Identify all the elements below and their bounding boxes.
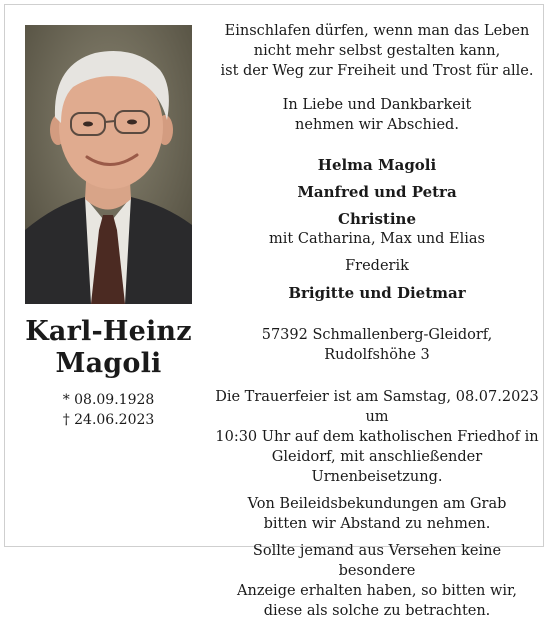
funeral-line: 10:30 Uhr auf dem katholischen Friedhof in xyxy=(215,429,539,445)
mourner-helma: Helma Magoli xyxy=(317,156,437,174)
funeral-line: Gleidorf, mit anschließender Urnenbeisetzung. xyxy=(271,449,483,485)
funeral-line: Die Trauerfeier ist am Samstag, 08.07.2023 um xyxy=(215,389,539,425)
notice-line: Anzeige erhalten haben, so bitten wir, xyxy=(237,583,517,599)
birth-date: * 08.09.1928 xyxy=(62,392,155,408)
farewell-line: In Liebe und Dankbarkeit xyxy=(282,97,472,113)
deceased-last-name: Magoli xyxy=(55,348,162,379)
mourner-brigitte-dietmar: Brigitte und Dietmar xyxy=(288,284,466,302)
notice-line: diese als solche zu betrachten. xyxy=(263,603,491,619)
notice-line: Sollte jemand aus Versehen keine besondere xyxy=(252,543,502,579)
mourner-christine-children: mit Catharina, Max und Elias xyxy=(269,231,485,247)
condolence-line: bitten wir Abstand zu nehmen. xyxy=(263,516,491,532)
farewell-line: nehmen wir Abschied. xyxy=(295,117,459,133)
condolence-line: Von Beileidsbekundungen am Grab xyxy=(247,496,507,512)
deceased-name xyxy=(10,316,207,380)
deceased-first-name: Karl-Heinz xyxy=(25,316,192,347)
mourner-christine: Christine xyxy=(338,210,416,228)
life-dates xyxy=(10,390,207,430)
mourner-frederik: Frederik xyxy=(345,258,409,274)
poem-line: Einschlafen dürfen, wenn man das Leben xyxy=(224,23,530,39)
portrait-photo xyxy=(25,25,192,304)
poem-line: ist der Weg zur Freiheit und Trost für alle. xyxy=(220,63,534,79)
mourner-manfred-petra: Manfred und Petra xyxy=(297,183,457,201)
death-date: † 24.06.2023 xyxy=(62,412,155,428)
poem-line: nicht mehr selbst gestalten kann, xyxy=(253,43,501,59)
family-address: 57392 Schmallenberg-Gleidorf, Rudolfshöhe 3 xyxy=(261,327,493,363)
notice-text-column xyxy=(214,21,540,621)
